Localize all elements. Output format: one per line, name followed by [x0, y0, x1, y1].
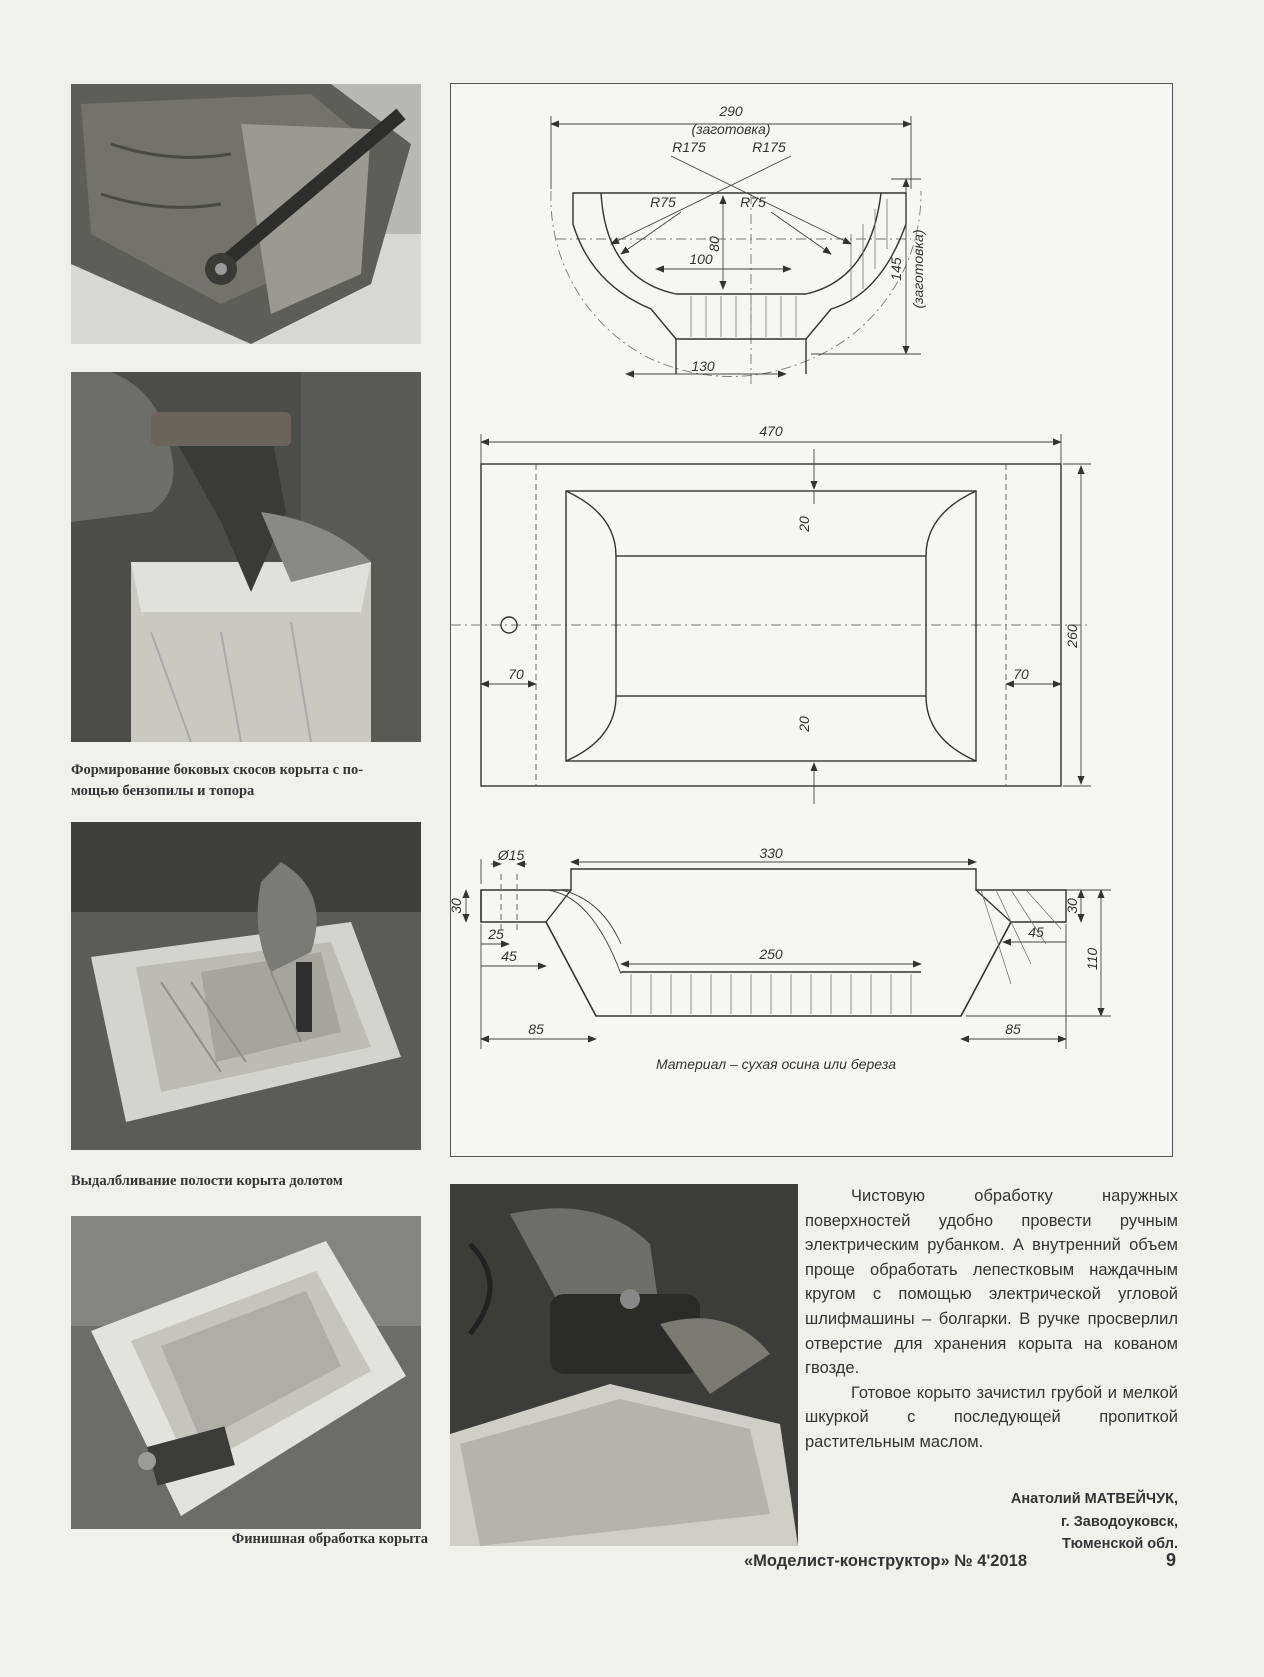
dim-r175-left: R175 [672, 139, 706, 155]
dim-70-left: 70 [508, 666, 524, 682]
dim-45-left: 45 [501, 948, 517, 964]
dim-290: 290 [719, 103, 743, 119]
caption-line-2: мощью бензопилы и топора [71, 783, 255, 799]
dim-30-right: 30 [1064, 898, 1080, 914]
dim-blank-note-side: (заготовка) [910, 229, 926, 309]
dim-r175-right: R175 [752, 139, 786, 155]
magazine-title: «Моделист-конструктор» № 4'2018 [744, 1552, 1028, 1570]
photo-finished-trough [71, 1216, 421, 1529]
dim-blank-note-top: (заготовка) [691, 121, 771, 137]
axe-hewing-image [71, 372, 421, 742]
dim-45-right: 45 [1028, 924, 1044, 940]
photo-axe-hewing [71, 372, 421, 742]
article-paragraph-1: Чистовую обработку наружных поверхностей удобно провести ручным электрическим рубанком. А внутренний объем проще обработать лепестковым наждачным кругом с помощью электрической угловой шлифмашины – болгарки. В ручке просверлил отверстие для хранения корыта на кованом гвозде. [805, 1187, 1178, 1378]
dim-110: 110 [1084, 947, 1100, 971]
dim-hole-15: Ø15 [497, 847, 525, 863]
plan-view [451, 423, 1091, 804]
caption-line-1: Формирование боковых скосов корыта с по- [71, 762, 364, 778]
technical-drawing [450, 83, 1173, 1157]
dim-130: 130 [691, 358, 715, 374]
dim-20-bottom: 20 [796, 716, 812, 732]
dim-85-left: 85 [528, 1021, 544, 1037]
trough-blueprint [448, 84, 1172, 1156]
profile-view [448, 845, 1111, 1072]
photo-chainsaw-log [71, 84, 421, 344]
dim-85-right: 85 [1005, 1021, 1021, 1037]
article-text [805, 1184, 1178, 1455]
dim-80: 80 [706, 236, 722, 252]
planer-finishing-image [450, 1184, 798, 1546]
author-region: Тюменской обл. [1061, 1536, 1178, 1552]
dim-20-top: 20 [796, 516, 812, 532]
chisel-hollowing-image [71, 822, 421, 1150]
dim-70-right: 70 [1013, 666, 1029, 682]
dim-260: 260 [1064, 624, 1080, 648]
author-signature [900, 1488, 1178, 1556]
dim-330: 330 [759, 845, 783, 861]
photo-chisel-hollowing [71, 822, 421, 1150]
page-number: 9 [1166, 1550, 1177, 1570]
dim-470: 470 [759, 423, 783, 439]
material-note: Материал – сухая осина или береза [655, 1056, 897, 1072]
caption-chisel: Выдалбливание полости корыта долотом [71, 1173, 343, 1189]
dim-250: 250 [759, 946, 783, 962]
dim-r75-left: R75 [650, 194, 676, 210]
finished-trough-image [71, 1216, 421, 1529]
chainsaw-log-image [71, 84, 421, 344]
dim-145: 145 [888, 257, 904, 281]
dim-100: 100 [689, 251, 713, 267]
author-city: г. Заводоуковск, [1061, 1513, 1178, 1530]
dim-25: 25 [488, 926, 504, 942]
photo-planer-finishing [450, 1184, 798, 1546]
section-view [551, 103, 926, 384]
dim-30-left: 30 [448, 898, 464, 914]
dim-r75-right: R75 [740, 194, 766, 210]
caption-finishing: Финишная обработка корыта [231, 1531, 428, 1547]
article-paragraph-2: Готовое корыто зачистил грубой и мелкой шкуркой с последующей пропиткой растительным маслом. [805, 1383, 1178, 1451]
author-name: Анатолий МАТВЕЙЧУК, [1010, 1491, 1178, 1507]
caption-sawing-axing [71, 760, 431, 802]
